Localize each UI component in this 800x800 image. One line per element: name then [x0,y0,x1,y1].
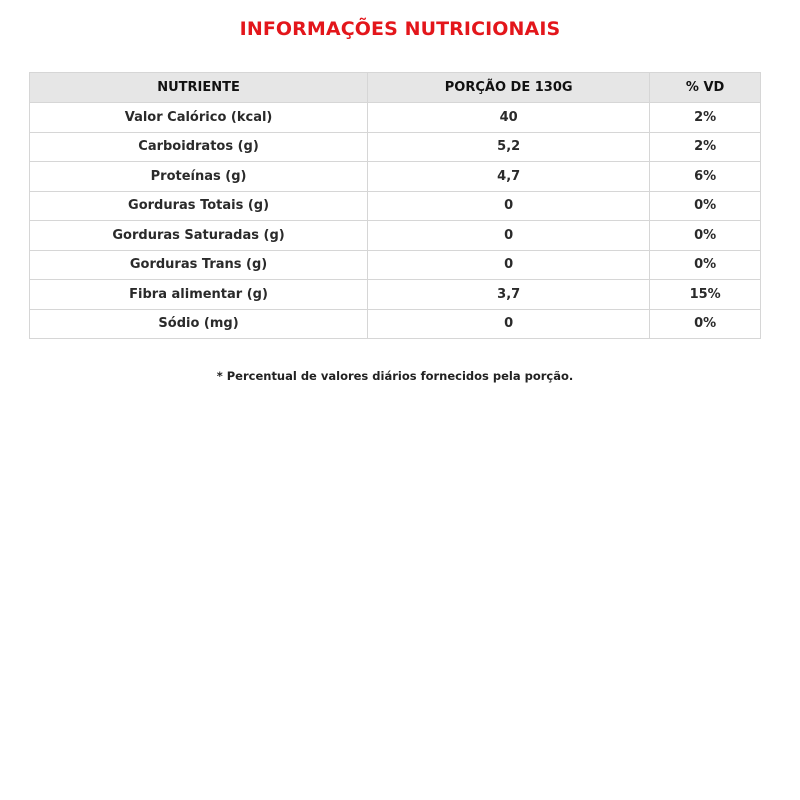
daily-value: 15% [650,280,761,310]
header-nutriente: NUTRIENTE [30,73,368,103]
nutrient-name: Sódio (mg) [30,309,368,339]
daily-value: 0% [650,221,761,251]
daily-value: 0% [650,191,761,221]
table-row [30,103,761,133]
daily-value: 0% [650,309,761,339]
portion-value: 40 [368,103,650,133]
table-header-row [30,73,761,103]
table-row [30,221,761,251]
daily-value: 0% [650,250,761,280]
header-porcao: PORÇÃO DE 130G [368,73,650,103]
nutrient-name: Carboidratos (g) [30,132,368,162]
nutrient-name: Gorduras Trans (g) [30,250,368,280]
nutrient-name: Fibra alimentar (g) [30,280,368,310]
nutrient-name: Proteínas (g) [30,162,368,192]
header-vd: % VD [650,73,761,103]
daily-value: 6% [650,162,761,192]
page-title: INFORMAÇÕES NUTRICIONAIS [239,18,561,40]
table-row [30,280,761,310]
daily-value: 2% [650,132,761,162]
portion-value: 0 [368,221,650,251]
nutrition-table [29,72,761,339]
table-row [30,250,761,280]
table-row [30,162,761,192]
nutrient-name: Gorduras Totais (g) [30,191,368,221]
portion-value: 0 [368,309,650,339]
table-row [30,309,761,339]
table-row [30,191,761,221]
daily-value: 2% [650,103,761,133]
portion-value: 0 [368,250,650,280]
portion-value: 3,7 [368,280,650,310]
table-row [30,132,761,162]
nutrient-name: Valor Calórico (kcal) [30,103,368,133]
nutrient-name: Gorduras Saturadas (g) [30,221,368,251]
footnote: * Percentual de valores diários fornecidos pela porção. [216,369,574,383]
portion-value: 0 [368,191,650,221]
portion-value: 5,2 [368,132,650,162]
portion-value: 4,7 [368,162,650,192]
